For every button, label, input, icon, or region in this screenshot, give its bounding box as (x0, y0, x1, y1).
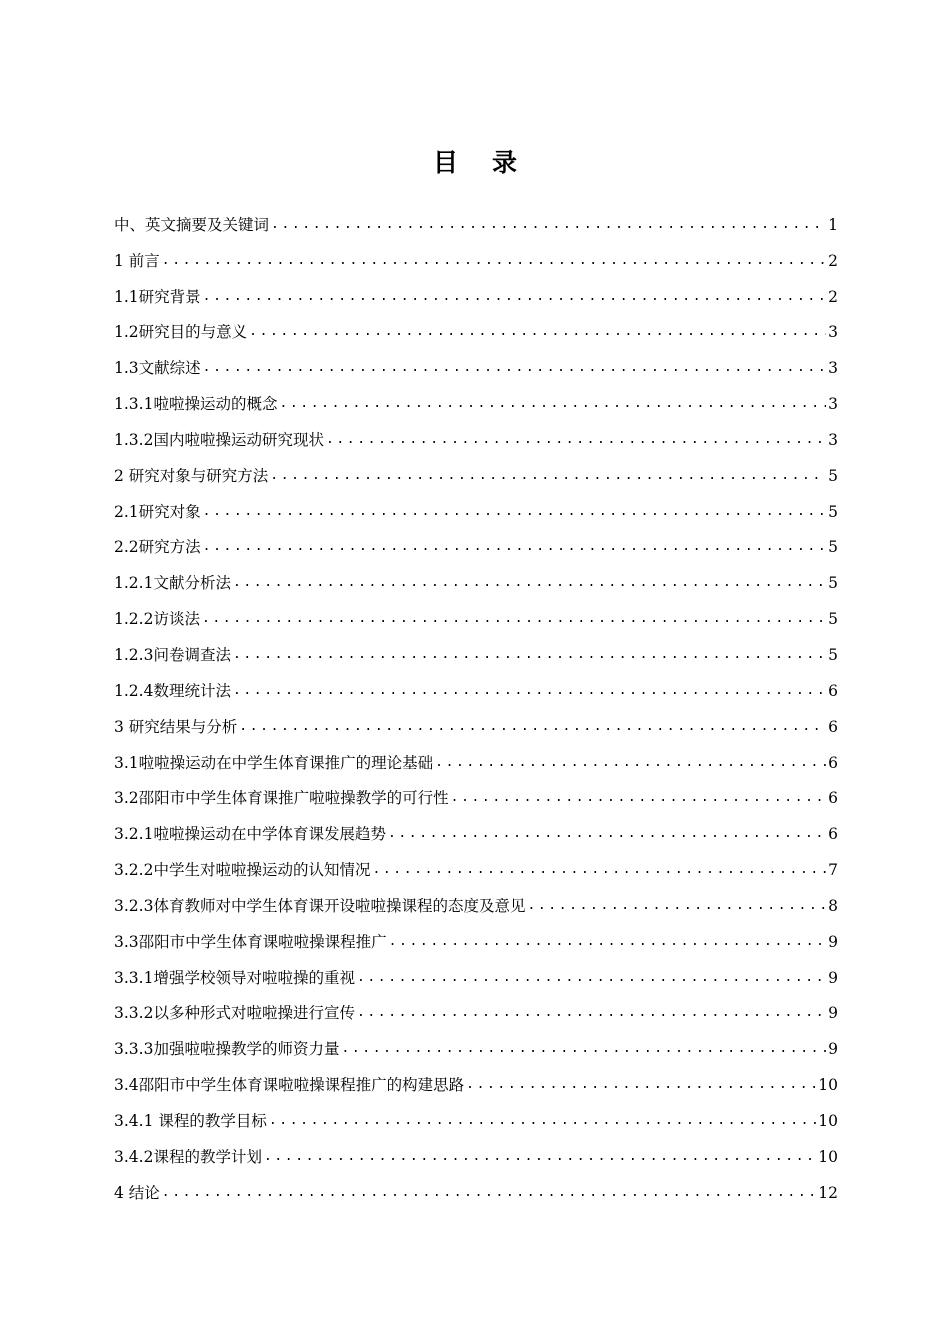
toc-entry (114, 701, 838, 737)
toc-entry-label: 2.1研究对象 (114, 502, 201, 521)
toc-dot-leader (264, 1147, 816, 1167)
toc-entry-page-number: 7 (828, 861, 838, 880)
toc-entry-page-number: 9 (828, 932, 838, 951)
toc-dot-leader (249, 322, 826, 342)
toc-entry-label: 1.3.2国内啦啦操运动研究现状 (114, 430, 324, 449)
toc-dot-leader (162, 1183, 816, 1203)
toc-dot-leader (233, 681, 826, 701)
toc-entry-page-number: 6 (828, 681, 838, 700)
toc-entry (114, 593, 838, 629)
toc-entry-page-number: 9 (828, 968, 838, 987)
toc-entry (114, 450, 838, 486)
toc-entry-label: 1.2.4数理统计法 (114, 681, 231, 700)
toc-dot-leader (239, 717, 826, 737)
toc-entry-page-number: 3 (828, 395, 838, 414)
toc-entry-label: 3.3.3加强啦啦操教学的师资力量 (114, 1040, 340, 1059)
toc-entry-label: 3.1啦啦操运动在中学生体育课推广的理论基础 (114, 753, 434, 772)
toc-entry (114, 1023, 838, 1059)
toc-entry (114, 844, 838, 880)
toc-entry-page-number: 5 (828, 466, 838, 485)
toc-entry-label: 3.2.2中学生对啦啦操运动的认知情况 (114, 861, 371, 880)
toc-dot-leader (527, 896, 826, 916)
toc-entry-page-number: 5 (828, 610, 838, 629)
toc-entry-page-number: 10 (818, 1076, 838, 1095)
toc-entry-label: 3.4.2课程的教学计划 (114, 1147, 262, 1166)
toc-entry (114, 916, 838, 952)
toc-entry-page-number: 8 (828, 896, 838, 915)
toc-entry (114, 486, 838, 522)
toc-entry (114, 808, 838, 844)
toc-dot-leader (233, 645, 826, 665)
toc-entry-page-number: 9 (828, 1004, 838, 1023)
toc-dot-leader (203, 287, 826, 307)
toc-dot-leader (357, 1003, 826, 1023)
toc-dot-leader (279, 394, 826, 414)
toc-entry (114, 773, 838, 809)
toc-entry (114, 271, 838, 307)
toc-entry (114, 342, 838, 378)
toc-dot-leader (162, 251, 826, 271)
toc-entry-label: 中、英文摘要及关键词 (114, 215, 270, 234)
toc-entry-page-number: 5 (828, 538, 838, 557)
toc-entry (114, 988, 838, 1024)
toc-entry-page-number: 6 (828, 753, 838, 772)
toc-dot-leader (326, 430, 826, 450)
toc-entry (114, 665, 838, 701)
toc-entry-label: 1.1研究背景 (114, 287, 201, 306)
toc-entry-label: 3 研究结果与分析 (114, 717, 238, 736)
toc-entry-page-number: 3 (828, 359, 838, 378)
toc-entry (114, 307, 838, 343)
toc-entry-label: 4 结论 (114, 1183, 160, 1202)
toc-entry-label: 3.4.1 课程的教学目标 (114, 1111, 267, 1130)
toc-entry (114, 737, 838, 773)
toc-entry-label: 3.2.1啦啦操运动在中学体育课发展趋势 (114, 825, 386, 844)
toc-dot-leader (203, 358, 826, 378)
toc-entry-page-number: 6 (828, 789, 838, 808)
toc-entry (114, 629, 838, 665)
toc-dot-leader (202, 609, 826, 629)
toc-entry (114, 1167, 838, 1203)
toc-dot-leader (372, 860, 826, 880)
toc-entry (114, 1095, 838, 1131)
toc-entry (114, 1059, 838, 1095)
toc-entry-page-number: 3 (828, 430, 838, 449)
toc-entry-label: 1 前言 (114, 251, 160, 270)
toc-entry-label: 1.2.1文献分析法 (114, 574, 231, 593)
toc-list (114, 199, 838, 1203)
toc-entry-label: 3.4邵阳市中学生体育课啦啦操课程推广的构建思路 (114, 1076, 465, 1095)
toc-entry-page-number: 6 (828, 825, 838, 844)
toc-entry-page-number: 5 (828, 645, 838, 664)
toc-entry (114, 414, 838, 450)
toc-entry (114, 199, 838, 235)
toc-dot-leader (271, 215, 826, 235)
toc-entry-page-number: 12 (818, 1183, 838, 1202)
toc-entry-label: 3.2.3体育教师对中学生体育课开设啦啦操课程的态度及意见 (114, 896, 526, 915)
toc-entry-label: 2.2研究方法 (114, 538, 201, 557)
toc-dot-leader (341, 1039, 826, 1059)
toc-dot-leader (203, 502, 826, 522)
toc-entry (114, 557, 838, 593)
toc-entry (114, 1131, 838, 1167)
toc-entry-page-number: 6 (828, 717, 838, 736)
toc-entry-label: 1.2.3问卷调查法 (114, 645, 231, 664)
toc-entry-label: 3.3.1增强学校领导对啦啦操的重视 (114, 968, 355, 987)
toc-entry (114, 522, 838, 558)
toc-entry-page-number: 3 (828, 323, 838, 342)
toc-entry-page-number: 5 (828, 574, 838, 593)
toc-entry (114, 378, 838, 414)
toc-entry-page-number: 10 (818, 1111, 838, 1130)
toc-entry-label: 1.3.1啦啦操运动的概念 (114, 395, 278, 414)
toc-dot-leader (270, 466, 826, 486)
toc-dot-leader (388, 824, 826, 844)
toc-entry (114, 235, 838, 271)
toc-entry-label: 3.2邵阳市中学生体育课推广啦啦操教学的可行性 (114, 789, 449, 808)
toc-dot-leader (357, 968, 826, 988)
toc-entry-label: 1.2研究目的与意义 (114, 323, 248, 342)
toc-dot-leader (435, 753, 826, 773)
toc-dot-leader (233, 573, 826, 593)
toc-entry-label: 3.3.2以多种形式对啦啦操进行宣传 (114, 1004, 355, 1023)
toc-dot-leader (466, 1075, 816, 1095)
toc-entry (114, 952, 838, 988)
toc-entry-page-number: 1 (828, 215, 838, 234)
toc-entry-label: 1.2.2访谈法 (114, 610, 200, 629)
toc-entry-label: 3.3邵阳市中学生体育课啦啦操课程推广 (114, 932, 387, 951)
toc-dot-leader (389, 932, 826, 952)
toc-dot-leader (269, 1111, 816, 1131)
toc-entry-page-number: 2 (828, 287, 838, 306)
toc-entry (114, 880, 838, 916)
toc-entry-page-number: 2 (828, 251, 838, 270)
toc-title: 目录 (432, 148, 551, 177)
toc-entry-page-number: 10 (818, 1147, 838, 1166)
toc-entry-label: 1.3文献综述 (114, 359, 201, 378)
toc-dot-leader (451, 788, 826, 808)
toc-dot-leader (203, 537, 826, 557)
toc-entry-label: 2 研究对象与研究方法 (114, 466, 269, 485)
toc-entry-page-number: 9 (828, 1040, 838, 1059)
toc-entry-page-number: 5 (828, 502, 838, 521)
